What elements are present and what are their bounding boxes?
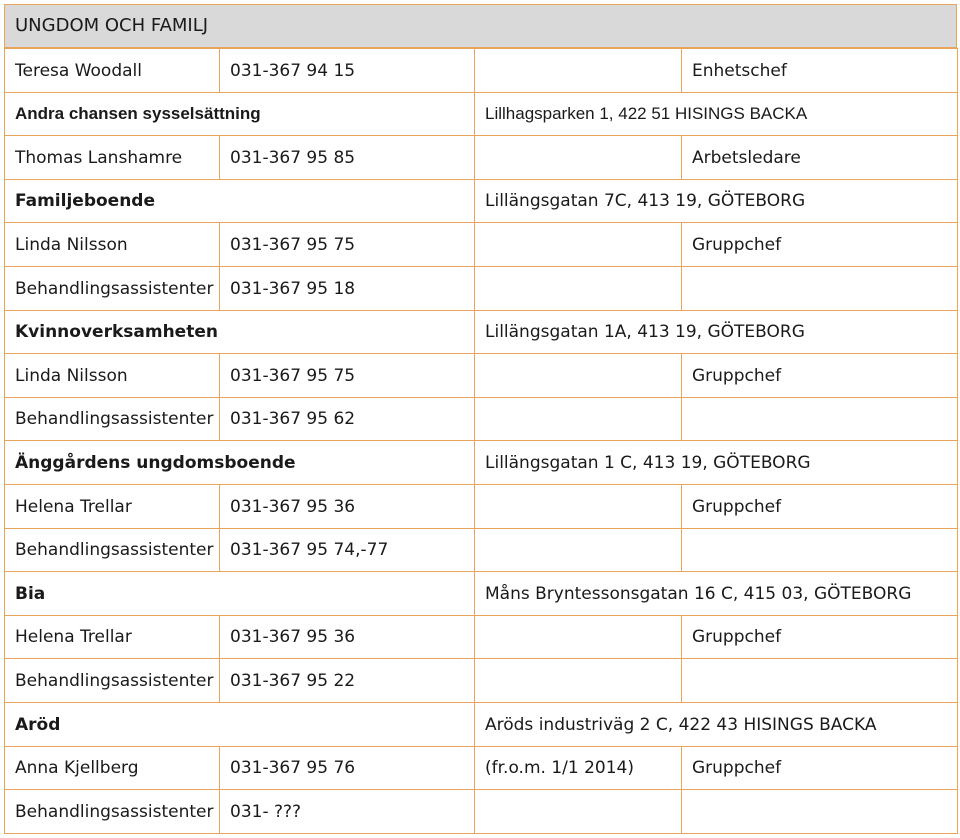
- contact-note: [474, 48, 682, 93]
- empty-cell: [474, 528, 682, 572]
- contact-role: Gruppchef: [681, 746, 958, 790]
- contact-name: Behandlingsassistenter: [4, 266, 220, 311]
- unit-address: Lillängsgatan 1A, 413 19, GÖTEBORG: [474, 310, 958, 354]
- contact-note: [474, 353, 682, 398]
- empty-cell: [681, 266, 958, 311]
- contact-role: Gruppchef: [681, 353, 958, 398]
- unit-address: Måns Bryntessonsgatan 16 C, 415 03, GÖTEBORG: [474, 571, 958, 616]
- contact-phone: 031-367 94 15: [219, 48, 475, 93]
- contact-name: Teresa Woodall: [4, 48, 220, 93]
- contact-phone: 031-367 95 36: [219, 615, 475, 659]
- unit-name: Andra chansen sysselsättning: [4, 92, 475, 136]
- contact-phone: 031-367 95 22: [219, 658, 475, 703]
- contact-name: Helena Trellar: [4, 615, 220, 659]
- contact-role: Arbetsledare: [681, 135, 958, 180]
- empty-cell: [474, 266, 682, 311]
- contact-note: [474, 222, 682, 267]
- empty-cell: [681, 528, 958, 572]
- contact-note: [474, 615, 682, 659]
- contact-role: Gruppchef: [681, 615, 958, 659]
- contact-name: Helena Trellar: [4, 484, 220, 529]
- empty-cell: [474, 397, 682, 441]
- unit-name: Änggårdens ungdomsboende: [4, 440, 475, 485]
- contact-role: Enhetschef: [681, 48, 958, 93]
- unit-name: Kvinnoverksamheten: [4, 310, 475, 354]
- unit-name: Aröd: [4, 702, 475, 747]
- contact-phone: 031-367 95 76: [219, 746, 475, 790]
- unit-address: Lillängsgatan 7C, 413 19, GÖTEBORG: [474, 179, 958, 223]
- contact-name: Linda Nilsson: [4, 222, 220, 267]
- contact-name: Behandlingsassistenter: [4, 397, 220, 441]
- contact-name: Linda Nilsson: [4, 353, 220, 398]
- empty-cell: [474, 789, 682, 834]
- contact-note: [474, 484, 682, 529]
- unit-address: Aröds industriväg 2 C, 422 43 HISINGS BACKA: [474, 702, 958, 747]
- contact-phone: 031-367 95 62: [219, 397, 475, 441]
- unit-address: Lillängsgatan 1 C, 413 19, GÖTEBORG: [474, 440, 958, 485]
- empty-cell: [681, 397, 958, 441]
- table-header: UNGDOM OCH FAMILJ: [4, 4, 957, 48]
- unit-name: Familjeboende: [4, 179, 475, 223]
- contact-phone: 031-367 95 85: [219, 135, 475, 180]
- contact-table: [4, 4, 957, 834]
- contact-role: Gruppchef: [681, 222, 958, 267]
- contact-name: Behandlingsassistenter: [4, 789, 220, 834]
- contact-phone: 031-367 95 36: [219, 484, 475, 529]
- contact-role: Gruppchef: [681, 484, 958, 529]
- empty-cell: [681, 789, 958, 834]
- contact-phone: 031-367 95 74,-77: [219, 528, 475, 572]
- contact-name: Anna Kjellberg: [4, 746, 220, 790]
- empty-cell: [681, 658, 958, 703]
- empty-cell: [474, 658, 682, 703]
- unit-name: Bia: [4, 571, 475, 616]
- contact-phone: 031-367 95 75: [219, 222, 475, 267]
- contact-note: (fr.o.m. 1/1 2014): [474, 746, 682, 790]
- contact-name: Behandlingsassistenter: [4, 528, 220, 572]
- contact-name: Thomas Lanshamre: [4, 135, 220, 180]
- contact-note: [474, 135, 682, 180]
- contact-phone: 031- ???: [219, 789, 475, 834]
- contact-phone: 031-367 95 18: [219, 266, 475, 311]
- unit-address: Lillhagsparken 1, 422 51 HISINGS BACKA: [474, 92, 958, 136]
- contact-name: Behandlingsassistenter: [4, 658, 220, 703]
- contact-phone: 031-367 95 75: [219, 353, 475, 398]
